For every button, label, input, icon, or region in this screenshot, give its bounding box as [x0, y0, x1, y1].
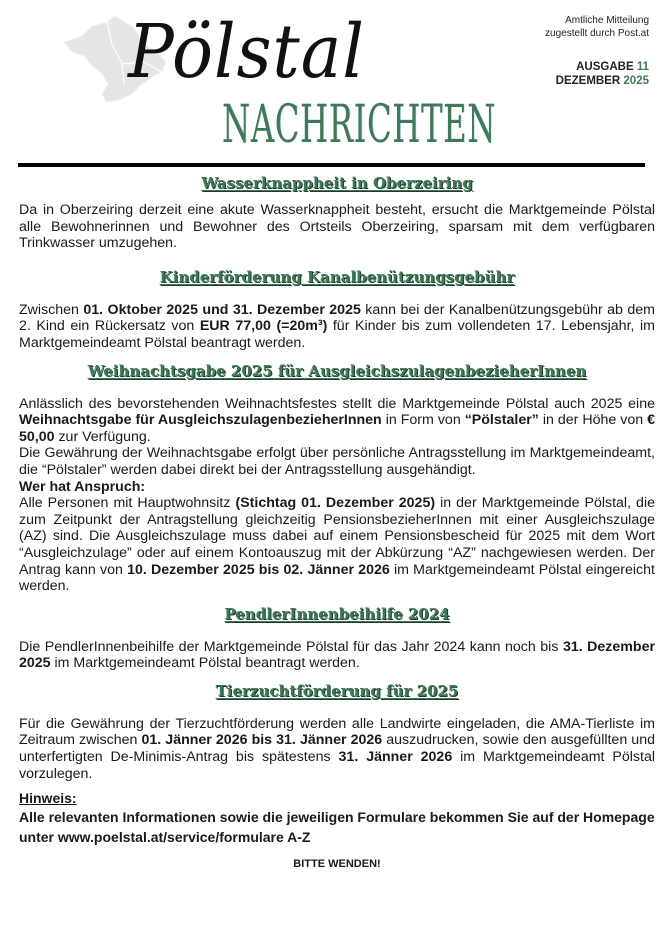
highlight: Weihnachtsgabe für AusgleichszulagenbezieherInnen — [19, 412, 382, 429]
section-title: PendlerInnenbeihilfe 2024 — [224, 604, 450, 623]
newsletter-content — [19, 172, 655, 871]
year-label: 2025 — [623, 75, 649, 87]
text-run: Für die Gewährung der Tierzuchtförderung werden alle Landwirte eingeladen, die AMA-Tierliste im Zeitraum zwischen — [19, 715, 655, 749]
notice-line-2: zugestellt durch Post.at — [545, 28, 649, 39]
notice-line-1: Amtliche Mitteilung — [565, 15, 649, 26]
issue-number: 11 — [636, 61, 649, 73]
section-text — [19, 302, 655, 352]
section-christmas-gift — [19, 360, 655, 595]
delivery-notice — [545, 14, 649, 40]
eligibility-heading: Wer hat Anspruch: — [19, 478, 146, 495]
section-text — [19, 716, 655, 782]
refund-amount: EUR 77,00 (=20m³) — [199, 318, 328, 335]
issue-info — [556, 60, 649, 88]
text-run: für Kinder bis zum vollendeten 17. Lebensjahr, im Marktgemeindeamt Pölstal beantragt werden. — [19, 318, 655, 351]
deadline: 31. Dezember 2025 — [19, 638, 655, 672]
section-child-sewer-fee — [19, 266, 655, 352]
gift-amount: € 50,00 — [19, 412, 655, 445]
highlight: “Pölstaler” — [464, 412, 539, 429]
section-livestock-subsidy — [19, 680, 655, 782]
issue-line — [556, 60, 649, 74]
text-run: Anlässlich des bevorstehenden Weihnachtsfestes stellt die Marktgemeinde Pölstal auch 2025 eine — [19, 395, 655, 412]
text-run: Alle Personen mit Hauptwohnsitz — [19, 495, 236, 512]
section-text — [19, 495, 655, 595]
text-run: Zwischen — [19, 301, 84, 318]
date-range: 01. Oktober 2025 und 31. Dezember 2025 — [83, 301, 361, 318]
deadline: 31. Jänner 2026 — [338, 749, 453, 766]
masthead — [0, 0, 669, 170]
date-range: 01. Jänner 2026 bis 31. Jänner 2026 — [141, 732, 383, 749]
text-run: Die PendlerInnenbeihilfe der Marktgemeinde Pölstal für das Jahr 2024 kann noch bis — [19, 638, 563, 655]
section-title: Kinderförderung Kanalbenützungsgebühr — [159, 267, 515, 286]
date-line — [556, 74, 649, 88]
text-run: auszudrucken, sowie den ausgefüllten und unterfertigten De-Minimis-Antrag bis spätestens — [19, 732, 655, 766]
section-title: Tierzuchtförderung für 2025 — [215, 681, 459, 700]
date-range: 10. Dezember 2025 bis 02. Jänner 2026 — [127, 561, 390, 578]
section-water-shortage — [19, 172, 655, 252]
hint-label: Hinweis: — [19, 790, 77, 807]
section-text: Da in Oberzeiring derzeit eine akute Wasserknappheit besteht, ersucht die Marktgemeinde Pölstal alle Bewohnerinnen und Bewohner des Ortsteils Oberzeiring, sparsam mit dem verfügbaren Trinkwasser umzugehen. — [19, 202, 655, 252]
header-divider — [18, 163, 645, 167]
text-run: in der Marktgemeinde Pölstal, die zum Zeitpunkt der Antragstellung gleichzeitig PensionsbezieherInnen mit einer Ausgleichszulage (AZ) sind. Die Ausgleichszulage muss dabei auf einem Pensionsbescheid für 2025 mit dem Wort “Ausgleichzulage” oder auf einem Kontoauszug mit der Abkürzung “AZ” nachgewiesen werden. Der Antrag kann von — [19, 495, 655, 578]
please-turn-over-note: BITTE WENDEN! — [293, 858, 381, 871]
hint-text: Alle relevanten Informationen sowie die jeweiligen Formulare bekommen Sie auf der Homepage unter www.poelstal.at/service/formulare A-Z — [19, 809, 655, 846]
logo-script-title: Pölstal — [128, 9, 365, 95]
issue-label: AUSGABE — [576, 61, 634, 73]
text-run: im Marktgemeindeamt Pölstal vorzulegen. — [19, 749, 655, 782]
text-run: in der Höhe von — [538, 412, 648, 429]
text-run: im Marktgemeindeamt Pölstal beantragt werden. — [50, 655, 360, 672]
section-text — [19, 639, 655, 672]
section-commuter-allowance — [19, 603, 655, 672]
section-title: Weihnachtsgabe 2025 für AusgleichszulagenbezieherInnen — [87, 361, 587, 380]
eligibility-label — [19, 479, 655, 496]
section-text — [19, 396, 655, 446]
text-run: kann bei der Kanalbenützungsgebühr ab dem 2. Kind ein Rückersatz von — [19, 301, 655, 335]
section-text: Die Gewährung der Weihnachtsgabe erfolgt über persönliche Antragsstellung im Marktgemeindeamt, die “Pölstaler” werden dabei direkt bei der Antragsstellung ausgehändigt. — [19, 445, 655, 478]
text-run: im Marktgemeindeamt Pölstal eingereicht werden. — [19, 561, 655, 595]
text-run: zur Verfügung. — [54, 428, 151, 445]
text-run: in Form von — [381, 412, 465, 429]
highlight: (Stichtag 01. Dezember 2025) — [235, 495, 436, 512]
logo-subtitle: NACHRICHTEN — [222, 95, 497, 155]
month-label: DEZEMBER — [555, 75, 621, 87]
section-title: Wasserknappheit in Oberzeiring — [201, 174, 473, 192]
hint-box — [19, 790, 655, 847]
